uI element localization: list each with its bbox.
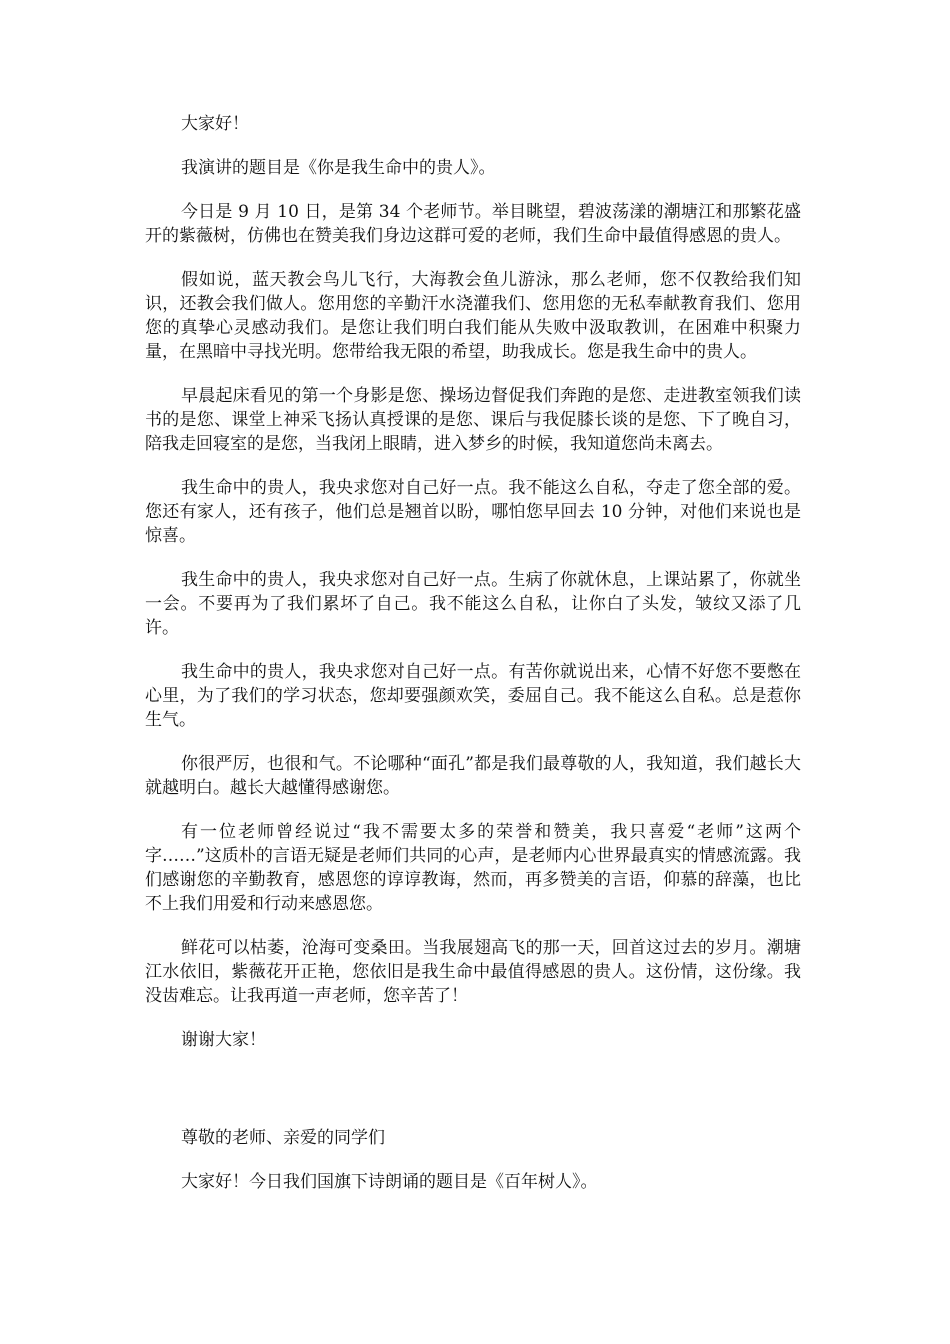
paragraph: 我生命中的贵人，我央求您对自己好一点。我不能这么自私，夺走了您全部的爱。您还有家人，还有孩子，他们总是翘首以盼，哪怕您早回去 10 分钟，对他们来说也是惊喜。: [145, 478, 801, 546]
paragraph: 我生命中的贵人，我央求您对自己好一点。生病了你就休息，上课站累了，你就坐一会。不要再为了我们累坏了自己。我不能这么自私，让你白了头发，皱纹又添了几许。: [145, 570, 801, 638]
paragraph: 我生命中的贵人，我央求您对自己好一点。有苦你就说出来，心情不好您不要憋在心里，为了我们的学习状态，您却要强颜欢笑，委屈自己。我不能这么自私。总是惹你生气。: [145, 662, 801, 730]
document-body: [145, 112, 801, 1214]
speech-title-line: 我演讲的题目是《你是我生命中的贵人》。: [181, 158, 496, 178]
paragraph: 有一位老师曾经说过“我不需要太多的荣誉和赞美，我只喜爱“老师”这两个字……”这质朴的言语无疑是老师们共同的心声，是老师内心世界最真实的情感流露。我们感谢您的辛勤教育，感恩您的谆谆教诲，然而，再多赞美的言语，仰慕的辞藻，也比不上我们用爱和行动来感恩您。: [145, 822, 801, 914]
paragraph: 假如说，蓝天教会鸟儿飞行，大海教会鱼儿游泳，那么老师，您不仅教给我们知识，还教会我们做人。您用您的辛勤汗水浇灌我们、您用您的无私奉献教育我们、您用您的真挚心灵感动我们。是您让我们明白我们能从失败中汲取教训，在困难中积聚力量，在黑暗中寻找光明。您带给我无限的希望，助我成长。您是我生命中的贵人。: [145, 270, 801, 362]
paragraph: 大家好！今日我们国旗下诗朗诵的题目是《百年树人》。: [181, 1172, 598, 1192]
salutation: 尊敬的老师、亲爱的同学们: [181, 1128, 385, 1148]
paragraph: 你很严厉，也很和气。不论哪种“面孔”都是我们最尊敬的人，我知道，我们越长大就越明白。越长大越懂得感谢您。: [145, 754, 801, 798]
paragraph: 今日是 9 月 10 日，是第 34 个老师节。举目眺望，碧波荡漾的潮塘江和那繁花盛开的紫薇树，仿佛也在赞美我们身边这群可爱的老师，我们生命中最值得感恩的贵人。: [145, 202, 801, 246]
paragraph: 早晨起床看见的第一个身影是您、操场边督促我们奔跑的是您、走进教室领我们读书的是您、课堂上神采飞扬认真授课的是您、课后与我促膝长谈的是您、下了晚自习，陪我走回寝室的是您，当我闭上眼睛，进入梦乡的时候，我知道您尚未离去。: [145, 386, 801, 454]
greeting: 大家好！: [181, 114, 249, 134]
paragraph: 鲜花可以枯萎，沧海可变桑田。当我展翅高飞的那一天，回首这过去的岁月。潮塘江水依旧，紫薇花开正艳，您依旧是我生命中最值得感恩的贵人。这份情，这份缘。我没齿难忘。让我再道一声老师，您辛苦了！: [145, 938, 801, 1006]
section-spacer: [145, 1072, 801, 1126]
closing-thanks: 谢谢大家！: [181, 1030, 266, 1050]
